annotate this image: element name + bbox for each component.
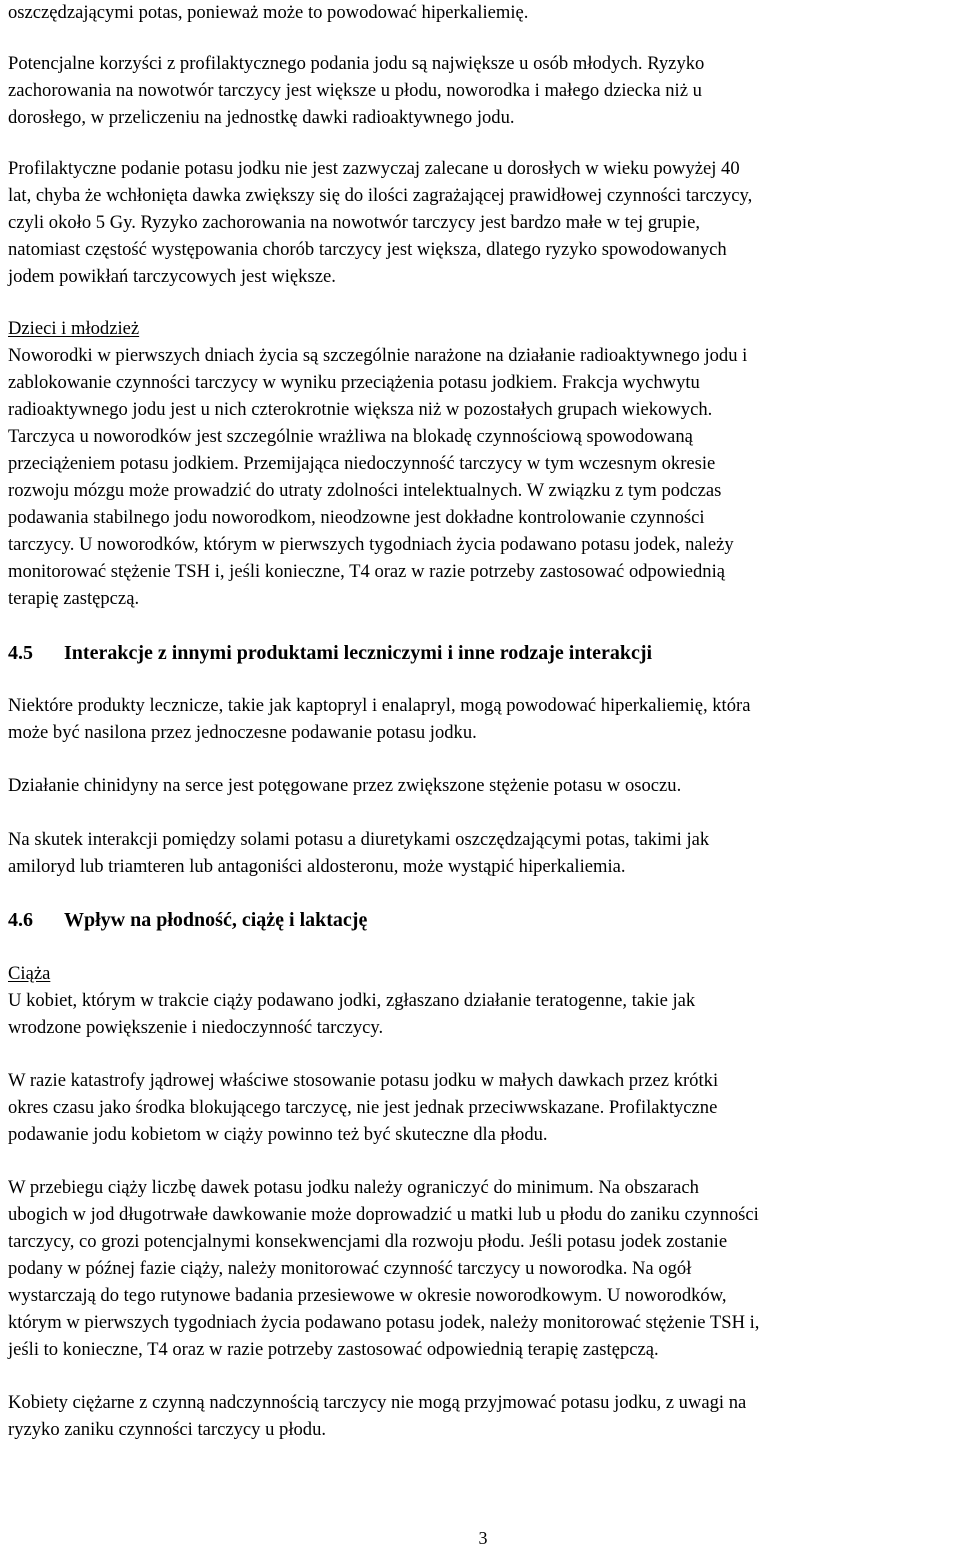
paragraph-quinidine: Działanie chinidyny na serce jest potęgowane przez zwiększone stężenie potasu w osoczu. — [8, 775, 682, 796]
paragraph-diuretics: Na skutek interakcji pomiędzy solami potasu a diuretykami oszczędzającymi potas, takimi jak amiloryd lub triamteren lub antagoniści aldosteronu, może wystąpić hiperkaliemia. — [8, 829, 710, 877]
section-heading-4-5 — [8, 640, 652, 667]
section-number: 4.6 — [8, 909, 33, 931]
paragraph-pregnancy-doses: W przebiegu ciąży liczbę dawek potasu jodku należy ograniczyć do minimum. Na obszarach ubogich w jod długotrwałe dawkowanie może doprowadzić u matki lub u płodu do zaniku czynności tarczycy, co grozi potencjalnymi konsekwencjami dla rozwoju płodu. Jeśli potasu jodek zostanie podany w późnej fazie ciąży, należy monitorować czynność tarczycy u noworodka. Na ogół wystarczają do tego rutynowe badania przesiewowe w okresie noworodkowym. U noworodków, którym w pierwszych tygodniach życia podawano potasu jodek, należy monitorować stężenie TSH i, jeśli to konieczne, T4 oraz w razie potrzeby zastosować odpowiednią terapię zastępczą. — [8, 1177, 760, 1360]
paragraph-pregnancy-hyperthyroid: Kobiety ciężarne z czynną nadczynnością tarczycy nie mogą przyjmować potasu jodku, z uwagi na ryzyko zaniku czynności tarczycy u płodu. — [8, 1392, 747, 1440]
section-title: Interakcje z innymi produktami leczniczymi i inne rodzaje interakcji — [64, 642, 653, 664]
paragraph-pregnancy-nuclear: W razie katastrofy jądrowej właściwe stosowanie potasu jodku w małych dawkach przez krótki okres czasu jako środka blokującego tarczycę, nie jest jednak przeciwwskazane. Profilaktyczne podawanie jodu kobietom w ciąży powinno też być skuteczne dla płodu. — [8, 1070, 719, 1145]
subheading-pregnancy: Ciąża — [8, 963, 51, 984]
paragraph-pregnancy-teratogenic: U kobiet, którym w trakcie ciąży podawano jodki, zgłaszano działanie teratogenne, takie jak wrodzone powiększenie i niedoczynność tarczycy. — [8, 990, 696, 1038]
section-number: 4.5 — [8, 642, 33, 664]
section-heading-4-6 — [8, 907, 367, 934]
paragraph-adults: Profilaktyczne podanie potasu jodku nie jest zazwyczaj zalecane u dorosłych w wieku powyżej 40 lat, chyba że wchłonięta dawka zwiększy się do ilości zagrażającej prawidłowej czynności tarczycy, czyli około 5 Gy. Ryzyko zachorowania na nowotwór tarczycy jest bardzo małe w tej grupie, natomiast częstość występowania chorób tarczycy jest większa, dlatego ryzyko spowodowanych jodem powikłań tarczycowych jest większe. — [8, 158, 753, 287]
subheading-children: Dzieci i młodzież — [8, 318, 140, 339]
paragraph-children: Noworodki w pierwszych dniach życia są szczególnie narażone na działanie radioaktywnego jodu i zablokowanie czynności tarczycy w wyniku przeciążenia potasu jodkiem. Frakcja wychwytu radioaktywnego jodu jest u nich czterokrotnie większa niż w pozostałych grupach wiekowych. Tarczyca u noworodków jest szczególnie wrażliwa na blokadę czynnościową spowodowaną przeciążeniem potasu jodkiem. Przemijająca niedoczynność tarczycy w tym wczesnym okresie rozwoju mózgu może prowadzić do utraty zdolności intelektualnych. W związku z tym podczas podawania stabilnego jodu noworodkom, nieodzowne jest dokładne kontrolowanie czynności tarczycy. U noworodków, którym w pierwszych tygodniach życia podawano potasu jodek, należy monitorować stężenie TSH i, jeśli konieczne, T4 oraz w razie potrzeby zastosować odpowiednią terapię zastępczą. — [8, 345, 748, 609]
continued-text: oszczędzającymi potas, ponieważ może to powodować hiperkaliemię. — [8, 2, 529, 23]
section-title: Wpływ na płodność, ciążę i laktację — [64, 909, 368, 931]
paragraph-captopril: Niektóre produkty lecznicze, takie jak kaptopryl i enalapryl, mogą powodować hiperkaliemię, która może być nasilona przez jednoczesne podawanie potasu jodku. — [8, 695, 751, 743]
paragraph-young-persons: Potencjalne korzyści z profilaktycznego podania jodu są największe u osób młodych. Ryzyko zachorowania na nowotwór tarczycy jest większe u płodu, noworodka i małego dziecka niż u dorosłego, w przeliczeniu na jednostkę dawki radioaktywnego jodu. — [8, 53, 705, 128]
page-number: 3 — [478, 1528, 488, 1548]
